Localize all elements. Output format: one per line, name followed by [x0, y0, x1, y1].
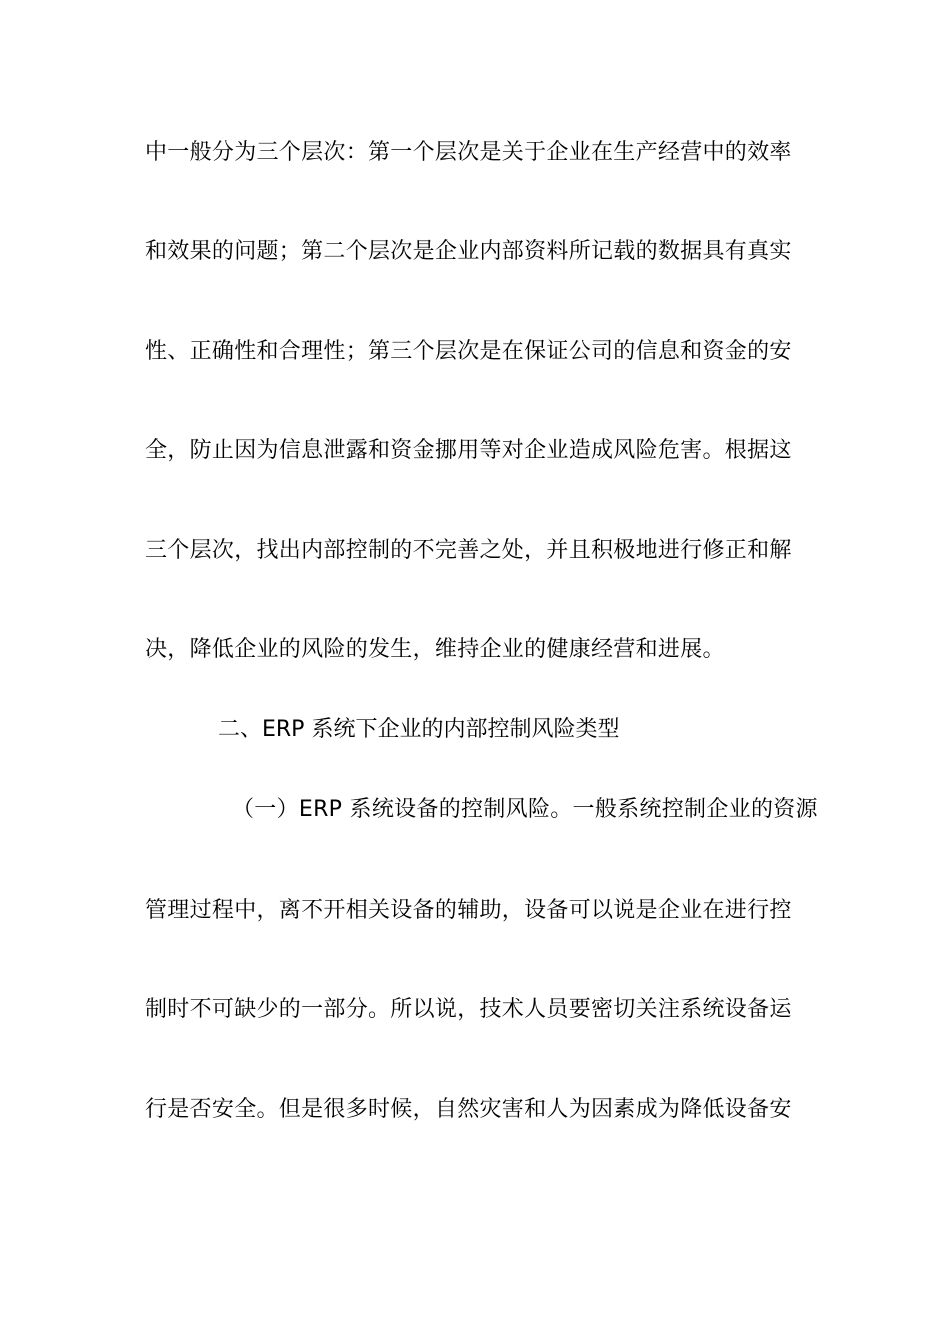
paragraph-first-line: （一）ERP 系统设备的控制风险。一般系统控制企业的资源: [232, 797, 818, 822]
paragraph-line: 决，降低企业的风险的发生，维持企业的健康经营和进展。: [145, 637, 725, 662]
paragraph-line: 管理过程中，离不开相关设备的辅助，设备可以说是企业在进行控: [145, 898, 792, 923]
paragraph-line: 性、正确性和合理性；第三个层次是在保证公司的信息和资金的安: [145, 339, 792, 364]
paragraph-line: 三个层次，找出内部控制的不完善之处，并且积极地进行修正和解: [145, 538, 792, 563]
paragraph-line: 制时不可缺少的一部分。所以说，技术人员要密切关注系统设备运: [145, 997, 792, 1022]
paragraph-line: 全，防止因为信息泄露和资金挪用等对企业造成风险危害。根据这: [145, 438, 792, 463]
section-heading: 二、ERP 系统下企业的内部控制风险类型: [218, 717, 620, 742]
paragraph-line: 中一般分为三个层次：第一个层次是关于企业在生产经营中的效率: [145, 140, 792, 165]
paragraph-line: 行是否安全。但是很多时候，自然灾害和人为因素成为降低设备安: [145, 1097, 792, 1122]
paragraph-line: 和效果的问题；第二个层次是企业内部资料所记载的数据具有真实: [145, 239, 792, 264]
